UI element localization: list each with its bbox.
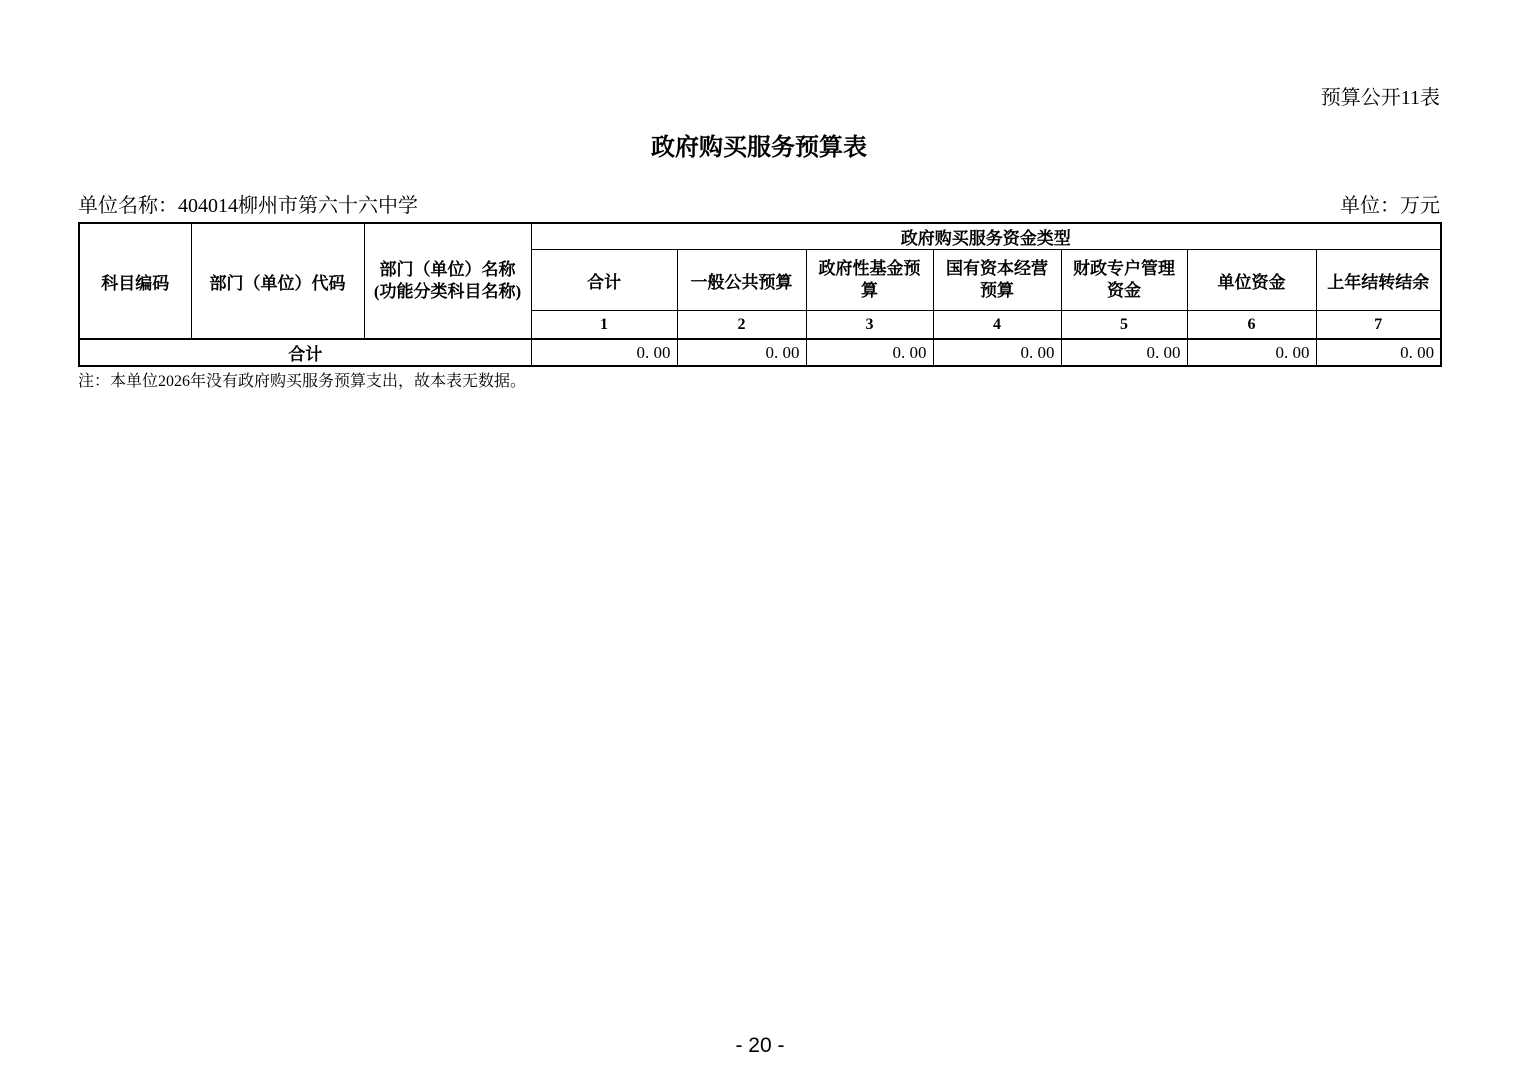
table-row-total: [79, 339, 1441, 366]
table-reference-label: 预算公开11表: [1320, 87, 1440, 109]
column-number: 7: [1316, 311, 1441, 340]
column-number: 5: [1061, 311, 1187, 340]
header-department-name-line2: (功能分类科目名称): [373, 282, 522, 301]
column-number: 1: [531, 311, 677, 340]
header-carryover: 上年结转结余: [1316, 250, 1441, 311]
column-number: 4: [933, 311, 1061, 340]
header-unit-funds: 单位资金: [1187, 250, 1316, 311]
column-number: 2: [677, 311, 806, 340]
table-meta-row: [78, 194, 1440, 218]
header-department-name-line1: 部门（单位）名称: [379, 260, 516, 279]
value-carryover: 0. 00: [1316, 339, 1441, 366]
header-government-fund-budget: [806, 250, 933, 311]
header-government-fund-budget-text: 政府性基金预算: [818, 259, 921, 300]
value-general-public-budget: 0. 00: [677, 339, 806, 366]
page-content: [0, 0, 1520, 392]
page-number: - 20 -: [735, 1034, 785, 1057]
currency-unit-label: 单位：万元: [1340, 195, 1440, 217]
header-fund-type-group: 政府购买服务资金类型: [531, 223, 1441, 250]
value-state-capital-budget: 0. 00: [933, 339, 1061, 366]
value-government-fund-budget: 0. 00: [806, 339, 933, 366]
page-title: 政府购买服务预算表: [651, 135, 867, 161]
row-total-label: 合计: [79, 339, 531, 366]
column-number: 6: [1187, 311, 1316, 340]
header-department-code: 部门（单位）代码: [191, 223, 364, 339]
value-fiscal-special-account: 0. 00: [1061, 339, 1187, 366]
header-state-capital-budget-text: 国有资本经营预算: [946, 259, 1048, 300]
table-row-group-header: [79, 223, 1441, 250]
header-fiscal-special-account: [1061, 250, 1187, 311]
header-general-public-budget: 一般公共预算: [677, 250, 806, 311]
header-fiscal-special-account-text: 财政专户管理资金: [1073, 259, 1175, 300]
header-total: 合计: [531, 250, 677, 311]
budget-table: [78, 222, 1442, 367]
value-unit-funds: 0. 00: [1187, 339, 1316, 366]
column-number: 3: [806, 311, 933, 340]
header-subject-code: 科目编码: [79, 223, 191, 339]
header-state-capital-budget: [933, 250, 1061, 311]
unit-name-label: 单位名称：404014柳州市第六十六中学: [78, 195, 418, 217]
header-department-name: [364, 223, 531, 339]
table-footnote: 注：本单位2026年没有政府购买服务预算支出，故本表无数据。: [78, 373, 527, 390]
value-total: 0. 00: [531, 339, 677, 366]
